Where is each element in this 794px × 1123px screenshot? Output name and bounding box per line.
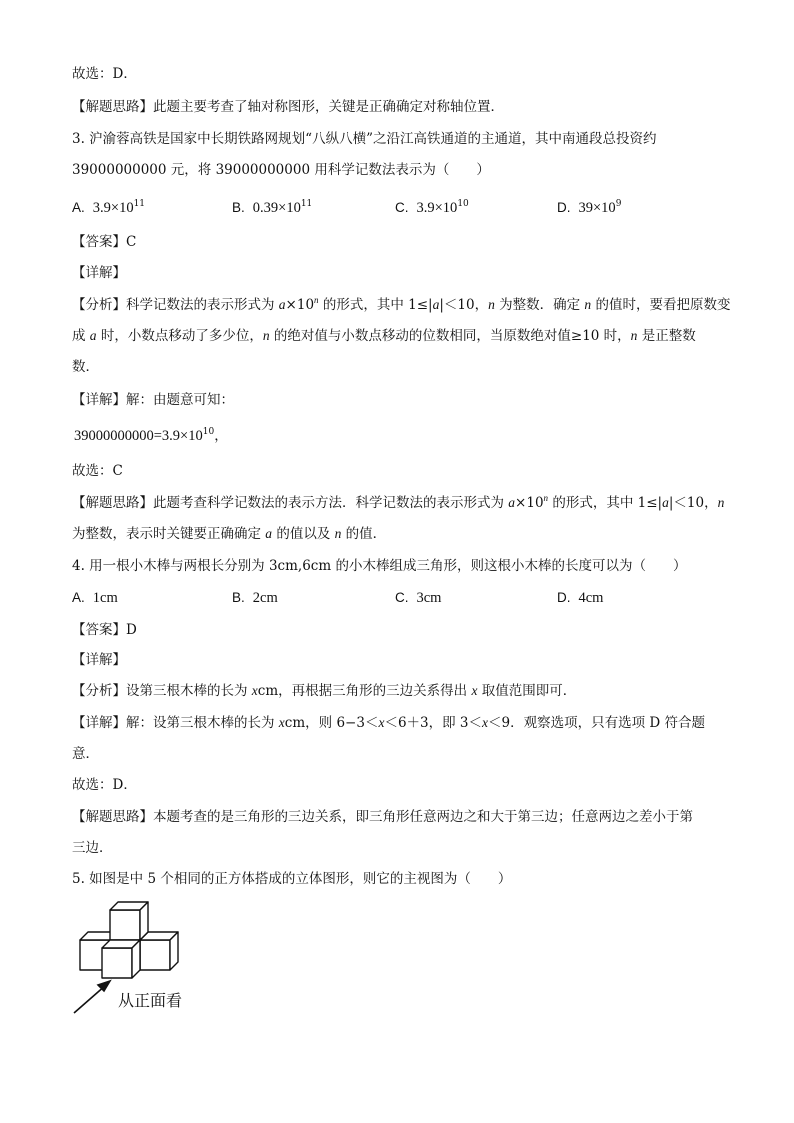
view-arrow-icon	[74, 981, 110, 1013]
q4-idea-line-2: 三边．	[72, 840, 113, 856]
view-direction-label: 从正面看	[118, 991, 183, 1010]
q3-option-b: B. $0.39\times 10^{11}$	[232, 199, 313, 216]
q3-analysis-line-2: 成 a 时，小数点移动了多少位，n 的绝对值与小数点移动的位数相同，当原数绝对值≥10 时，n 是正整数	[72, 328, 696, 344]
q3-answer: 【答案】C	[72, 234, 137, 250]
q4-analysis: 【分析】设第三根木棒的长为 xcm，再根据三角形的三边关系得出 x 取值范围即可．	[72, 683, 577, 699]
q3-stem-line-2: 39000000000 元，将 39000000000 用科学记数法表示为（ ）	[72, 162, 490, 178]
cube-front	[102, 940, 140, 978]
q4-option-c: C. 3cm	[395, 590, 442, 606]
q4-stem: 4. 用一根小木棒与两根长分别为 3cm,6cm 的小木棒组成三角形，则这根小木棒的长度可以为（ ）	[72, 558, 687, 574]
q4-answer: 【答案】D	[72, 622, 137, 638]
q3-option-c: C. $3.9\times 10^{10}$	[395, 199, 469, 216]
q3-idea-line-2: 为整数，表示时关键要正确确定 a 的值以及 n 的值．	[72, 526, 387, 542]
prev-idea-line	[72, 98, 504, 116]
q3-idea-line-1: 【解题思路】此题考查科学记数法的表示方法．科学记数法的表示形式为 $a\times 10^n$ 的形式，其中 1≤|a|＜10，n	[72, 493, 725, 511]
q4-choose: 故选：D．	[72, 777, 137, 793]
q4-detail-line-1: 【详解】解：设第三根木棒的长为 xcm，则 6−3＜x＜6＋3，即 3＜x＜9．观察选项，只有选项 D 符合题	[72, 715, 706, 731]
cube-right	[140, 932, 178, 970]
idea-text: 此题主要考查了轴对称图形，关键是正确确定对称轴位置．	[153, 99, 504, 115]
cube-top	[110, 902, 148, 940]
q4-idea-line-1: 【解题思路】本题考查的是三角形的三边关系，即三角形任意两边之和大于第三边；任意两边之差小于第	[72, 809, 693, 825]
prev-answer-line: 故选：D．	[72, 66, 137, 82]
q3-calc-line: $39000000000=3.9\times 10^{10}$，	[74, 427, 228, 444]
q4-option-b: B. 2cm	[232, 590, 278, 606]
q5-stem: 5. 如图是中 5 个相同的正方体搭成的立体图形，则它的主视图为（ ）	[72, 871, 512, 887]
idea-tag: 【解题思路】	[72, 99, 153, 115]
q4-detail-line-2: 意．	[72, 746, 99, 762]
q4-option-a: A. 1cm	[72, 590, 118, 606]
q3-analysis-line-1: 【分析】科学记数法的表示形式为 $a\times 10^n$ 的形式，其中 1≤|a|＜10，n 为整数．确定 n 的值时，要看把原数变	[72, 295, 731, 313]
q3-stem-line-1: 3. 沪渝蓉高铁是国家中长期铁路网规划“八纵八横”之沿江高铁通道的主通道，其中南通段总投资约	[72, 131, 657, 147]
q3-analysis-line-3: 数．	[72, 359, 99, 375]
q3-option-d: D. $39\times 10^9$	[557, 199, 622, 216]
q3-choose: 故选：C	[72, 463, 123, 479]
q3-detail-tag: 【详解】	[72, 265, 126, 281]
q4-option-d: D. 4cm	[557, 590, 604, 606]
q3-detail-line: 【详解】解：由题意可知：	[72, 392, 234, 408]
q3-option-a: A. $3.9\times 10^{11}$	[72, 199, 146, 216]
q4-detail-tag: 【详解】	[72, 652, 126, 668]
